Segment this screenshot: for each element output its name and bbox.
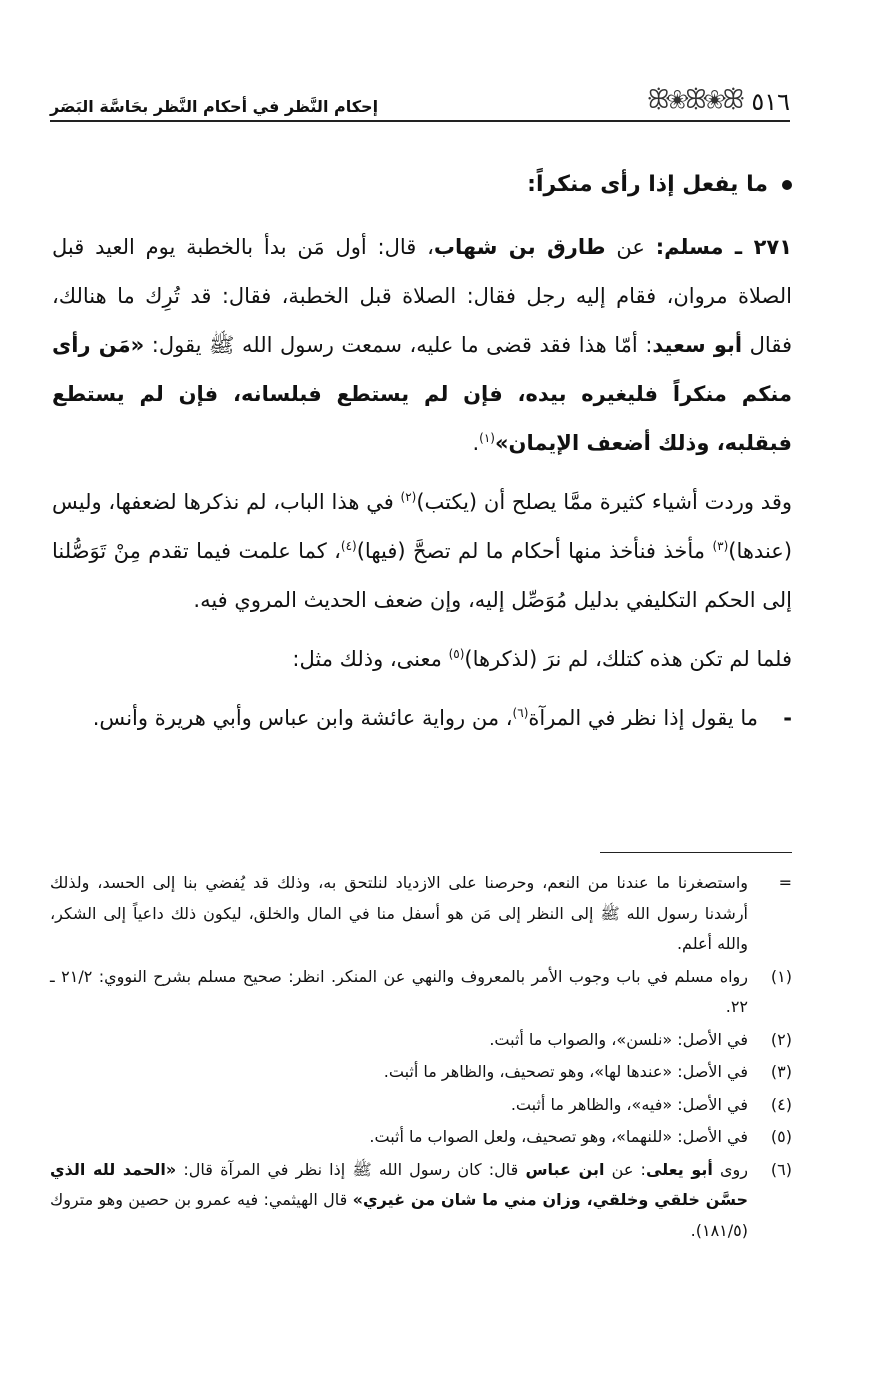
ornament-icon: ꕥ❀ꕥ❀ꕥ <box>646 85 742 115</box>
list-item <box>52 694 792 743</box>
footnote-number: (٦) <box>770 1159 792 1179</box>
para2-text-d: ، كما علمت فيما تقدم مِنْ تَوَصُّلنا إلى الحكم التكليفي بدليل مُوَصِّل إليه، وإن ضعف الحديث المروي فيه. <box>52 539 792 612</box>
fn6-quote: «الحمد لله الذي حسَّن خلقي وخلقي، وزان مني ما شان من غيري» <box>50 1159 749 1209</box>
fn6-text-c: قال: كان رسول الله ﷺ إذا نظر في المرآة قال: <box>176 1159 526 1179</box>
footnote-ref-1[interactable]: (١) <box>479 431 495 445</box>
footnote-text: واستصغرنا ما عندنا من النعم، وحرصنا على الازدياد لنلتحق به، وذلك قد يُفضي بنا إلى الحسد، ولذلك أرشدنا رسول الله ﷺ إلى النظر إلى مَن هو أسفل منا في المال والخلق، ليكون ذلك داعياً إلى الشكر، والله أعلم. <box>50 873 748 953</box>
paragraph-3 <box>52 635 792 684</box>
hadith-end: . <box>472 431 480 455</box>
narrator-name: طارق بن شهاب <box>433 235 606 259</box>
page-number: ٥١٦ <box>751 88 790 116</box>
hadith-text-b: ، قال: أول مَن بدأ بالخطبة يوم العيد قبل الصلاة مروان، فقام إليه رجل فقال: الصلاة قبل الخطبة، فقال: قد تُرِك ما هنالك، فقال <box>52 235 792 357</box>
footnote-text: رواه مسلم في باب وجوب الأمر بالمعروف والنهي عن المنكر. انظر: صحيح مسلم بشرح النووي: ٢١/٢ ـ ٢٢. <box>50 966 748 1016</box>
footnotes <box>50 868 792 1248</box>
footnote-text: في الأصل: «فيه»، والظاهر ما أثبت. <box>510 1094 748 1114</box>
footnote-text: في الأصل: «نلسن»، والصواب ما أثبت. <box>489 1029 748 1049</box>
footnote-number: = <box>778 873 792 892</box>
list-item-text-b: ، من رواية عائشة وابن عباس وأبي هريرة وأنس. <box>92 706 513 730</box>
hadith-text-a: عن <box>605 235 656 259</box>
fn6-text-d: قال الهيثمي: فيه عمرو بن حصين وهو متروك (١٨١/٥). <box>50 1190 748 1240</box>
footnote-ref-6[interactable]: (٦) <box>512 706 529 720</box>
hadith-paragraph <box>52 223 792 468</box>
section-heading-text: ما يفعل إذا رأى منكراً: <box>527 172 768 197</box>
para2-text-b: في هذا الباب، لم نذكرها لضعفها، وليس (عندها) <box>52 490 793 563</box>
abu-yala-name: أبو يعلى <box>645 1159 713 1179</box>
footnote-number: (١) <box>770 966 792 986</box>
footnote-1 <box>50 962 792 1023</box>
para2-text-c: مأخذ فنأخذ منها أحكام ما لم تصحَّ (فيها) <box>356 539 713 563</box>
footnote-continuation <box>50 868 792 960</box>
para3-text-a: فلما لم تكن هذه كتلك، لم نرَ (لذكرها) <box>464 647 792 671</box>
footnote-4 <box>50 1090 792 1121</box>
footnote-text <box>50 1155 748 1247</box>
abu-said-name: أبو سعيد <box>652 333 743 357</box>
ibn-abbas-name: ابن عباس <box>525 1159 605 1179</box>
footnote-5 <box>50 1122 792 1153</box>
list-item-text-a: ما يقول إذا نظر في المرآة <box>528 706 758 730</box>
hadith-text-c: : أمّا هذا فقد قضى ما عليه، سمعت رسول الله ﷺ يقول: <box>144 333 653 357</box>
paragraph-2 <box>52 478 792 625</box>
para3-text-b: معنى، وذلك مثل: <box>292 647 449 671</box>
main-text <box>52 160 792 753</box>
fn6-text-b: : عن <box>604 1159 646 1179</box>
footnote-6 <box>50 1155 792 1247</box>
footnote-text: في الأصل: «للنهما»، وهو تصحيف، ولعل الصواب ما أثبت. <box>369 1127 748 1146</box>
footnote-text: في الأصل: «عندها لها»، وهو تصحيف، والظاهر ما أثبت. <box>383 1062 748 1081</box>
footnote-ref-2[interactable]: (٢) <box>400 490 417 504</box>
page-header <box>50 86 790 122</box>
dash-marker: - <box>783 706 792 730</box>
footnote-number: (٣) <box>770 1062 792 1081</box>
header-page-number-group <box>637 85 790 116</box>
footnote-number: (٤) <box>770 1094 792 1114</box>
fn6-text-a: روى <box>712 1159 749 1179</box>
footnote-ref-4[interactable]: (٤) <box>340 539 357 553</box>
footnote-ref-3[interactable]: (٣) <box>712 539 729 553</box>
footnote-ref-5[interactable]: (٥) <box>448 647 465 661</box>
running-title: إحكام النَّظر في أحكام النَّظر بحَاسَّة البَصَر <box>50 97 379 116</box>
footnote-3 <box>50 1057 792 1088</box>
footnote-number: (٢) <box>770 1029 792 1049</box>
footnote-separator <box>600 852 792 853</box>
para2-text-a: وقد وردت أشياء كثيرة ممَّا يصلح أن (يكتب) <box>416 490 792 514</box>
bullet-icon <box>782 180 792 190</box>
hadith-quote: «مَن رأى منكم منكراً فليغيره بيده، فإن لم يستطع فبلسانه، فإن لم يستطع فبقلبه، وذلك أضعف الإيمان» <box>52 333 792 455</box>
footnote-number: (٥) <box>770 1127 792 1146</box>
footnote-2 <box>50 1025 792 1056</box>
section-heading <box>52 160 792 209</box>
hadith-number: ٢٧١ ـ مسلم: <box>655 235 793 259</box>
